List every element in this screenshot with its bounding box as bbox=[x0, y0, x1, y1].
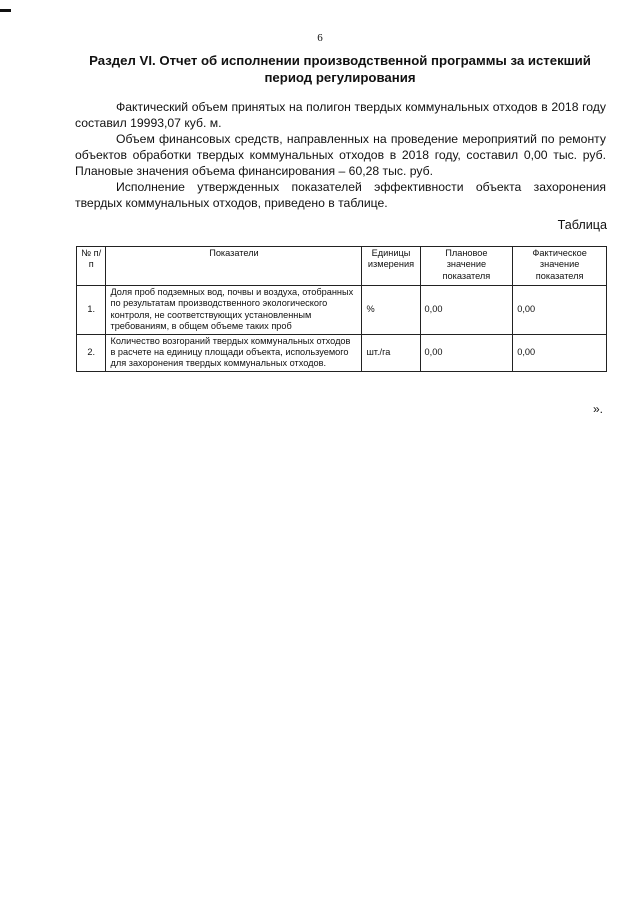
row-number: 1. bbox=[77, 286, 106, 335]
header-planned: Плановое значение показателя bbox=[420, 247, 513, 286]
row-planned-value: 0,00 bbox=[420, 286, 513, 335]
body-text bbox=[75, 99, 606, 211]
row-actual-value: 0,00 bbox=[513, 286, 607, 335]
row-planned-value: 0,00 bbox=[420, 334, 513, 371]
header-unit: Единицы измерения bbox=[362, 247, 420, 286]
table-row bbox=[77, 334, 607, 371]
corner-dash-mark bbox=[0, 9, 11, 12]
table-header-row bbox=[77, 247, 607, 286]
row-number: 2. bbox=[77, 334, 106, 371]
table-caption: Таблица bbox=[557, 218, 607, 232]
row-actual-value: 0,00 bbox=[513, 334, 607, 371]
paragraph-waste-volume: Фактический объем принятых на полигон твердых коммунальных отходов в 2018 году составил 19993,07 куб. м. bbox=[75, 100, 606, 130]
row-indicator: Доля проб подземных вод, почвы и воздуха, отобранных по результатам производственного экологического контроля, не соответствующих установленным требованиям, в общем объеме таких проб bbox=[106, 286, 362, 335]
section-title-line-1: Раздел VI. Отчет об исполнении производственной программы за истекший bbox=[89, 53, 591, 68]
indicators-table bbox=[76, 246, 607, 372]
row-unit: шт./га bbox=[362, 334, 420, 371]
header-number: № п/п bbox=[77, 247, 106, 286]
table-row bbox=[77, 286, 607, 335]
section-title bbox=[85, 52, 595, 86]
header-indicator: Показатели bbox=[106, 247, 362, 286]
row-unit: % bbox=[362, 286, 420, 335]
row-indicator: Количество возгораний твердых коммунальных отходов в расчете на единицу площади объекта, используемого для захоронения твердых коммунальных отходов. bbox=[106, 334, 362, 371]
closing-quote: ». bbox=[593, 402, 604, 416]
header-actual: Фактическое значение показателя bbox=[513, 247, 607, 286]
paragraph-financing: Объем финансовых средств, направленных на проведение мероприятий по ремонту объектов обработки твердых коммунальных отходов в 2018 году, составил 0,00 тыс. руб. Плановые значения объема финансирования – 60,28 тыс. руб. bbox=[75, 132, 606, 178]
section-title-line-2: период регулирования bbox=[264, 70, 416, 85]
page-number: 6 bbox=[317, 32, 323, 44]
paragraph-indicators: Исполнение утвержденных показателей эффективности объекта захоронения твердых коммунальных отходов, приведено в таблице. bbox=[75, 180, 606, 210]
